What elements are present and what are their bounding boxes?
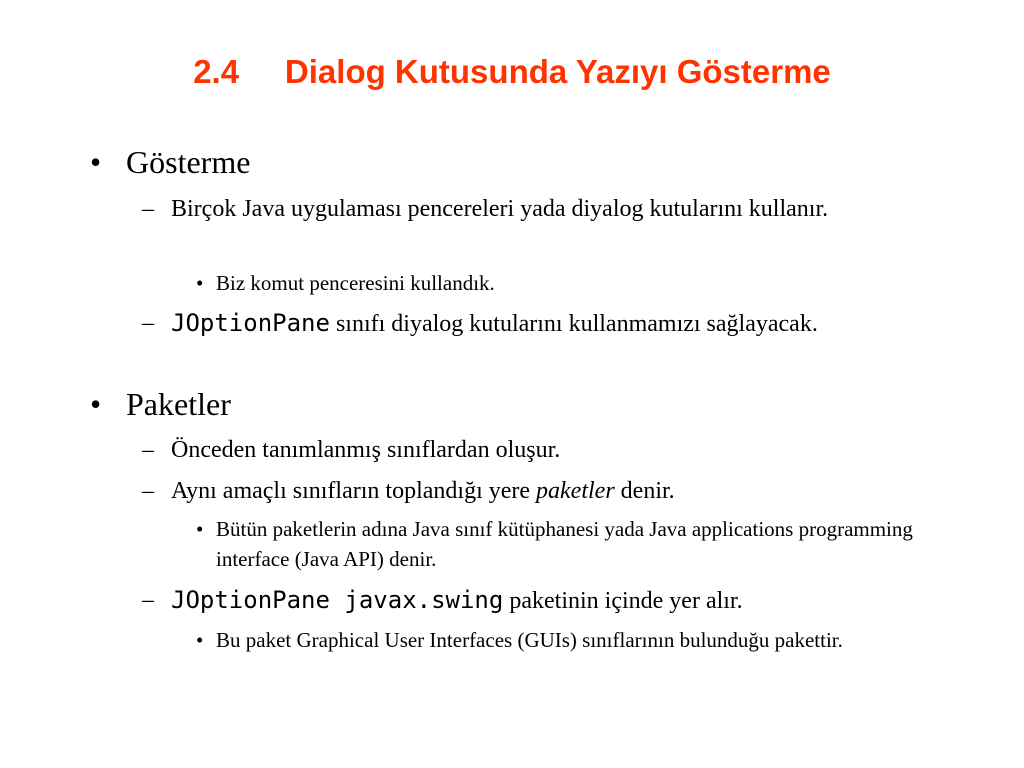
sub-bullet-text-rest: paketinin içinde yer alır. xyxy=(503,588,743,614)
bullet-text: Paketler xyxy=(126,386,231,422)
dash-marker: – xyxy=(142,437,154,463)
dash-marker: – xyxy=(142,310,154,336)
code-joptionpane: JOptionPane xyxy=(171,309,330,337)
sub-sub-bullet-text: Biz komut penceresini kullandık. xyxy=(216,271,495,295)
sub-bullet-text: Birçok Java uygulaması pencereleri yada diyalog kutularını kullanır. xyxy=(171,196,829,222)
dash-marker: – xyxy=(142,478,154,504)
sub-bullet-text xyxy=(171,307,971,341)
bullet-text: Gösterme xyxy=(126,144,251,180)
sub-bullet-text-before: Aynı amaçlı sınıfların toplandığı yere xyxy=(171,478,537,504)
bullet-marker: • xyxy=(90,386,102,422)
bullet-marker: • xyxy=(196,628,204,652)
sub-bullet-text xyxy=(171,584,971,618)
code-joptionpane-javax-swing: JOptionPane javax.swing xyxy=(171,586,504,614)
sub-sub-bullet-text: Bütün paketlerin adına Java sınıf kütüphanesi yada Java applications programming interface (Java API) denir. xyxy=(216,517,913,571)
slide-title: 2.4 Dialog Kutusunda Yazıyı Gösterme xyxy=(193,53,831,90)
italic-paketler: paketler xyxy=(536,478,615,504)
sub-bullet-text xyxy=(171,475,971,508)
bullet-marker: • xyxy=(196,517,204,541)
bullet-marker: • xyxy=(90,144,102,180)
bullet-marker: • xyxy=(196,271,204,295)
sub-sub-bullet-text: Bu paket Graphical User Interfaces (GUIs) sınıflarının bulunduğu pakettir. xyxy=(216,628,843,652)
sub-bullet-text-rest: sınıfı diyalog kutularını kullanmamızı sağlayacak. xyxy=(329,311,818,337)
sub-bullet-text: Önceden tanımlanmış sınıflardan oluşur. xyxy=(171,437,561,463)
dash-marker: – xyxy=(142,196,154,222)
sub-bullet-text-after: denir. xyxy=(614,478,675,504)
dash-marker: – xyxy=(142,587,154,613)
